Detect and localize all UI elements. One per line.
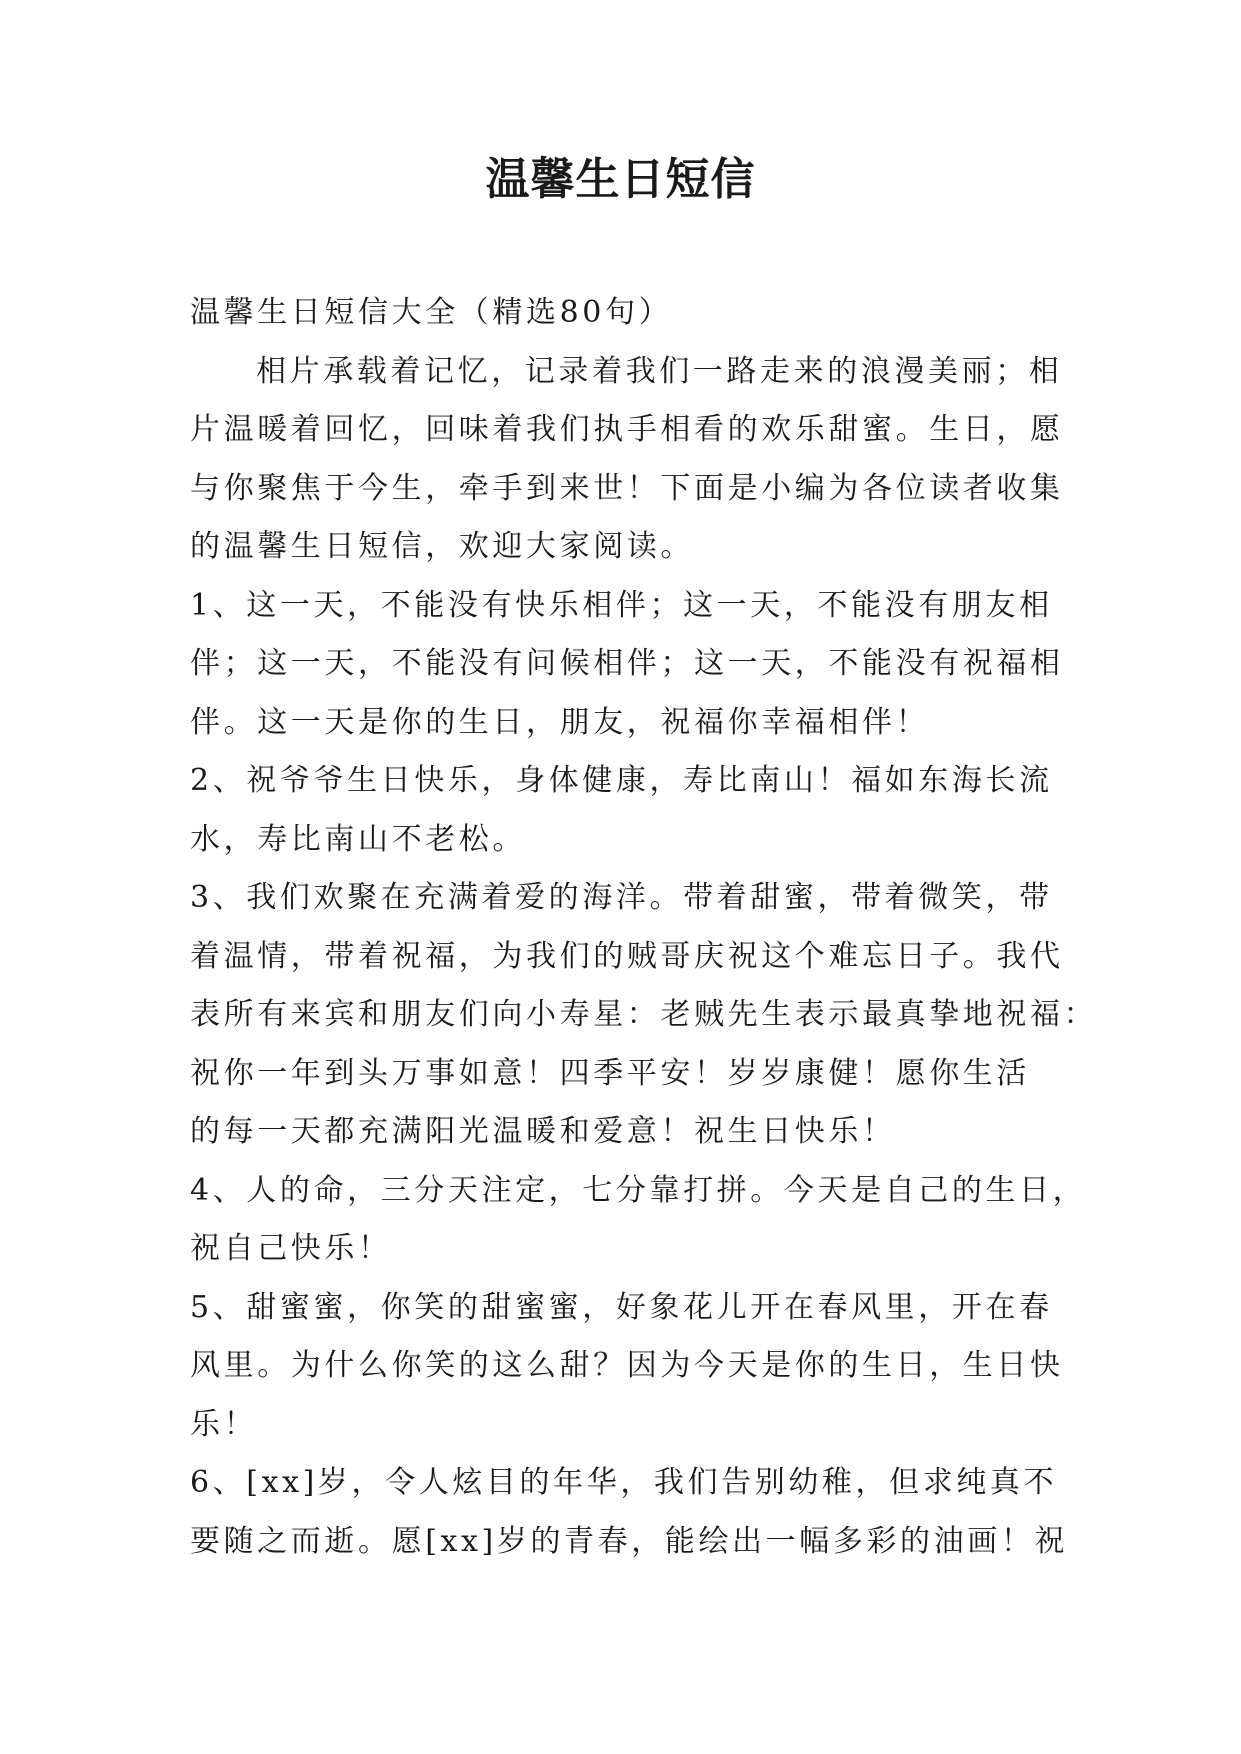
message-line: 乐！ (190, 1406, 258, 1442)
message-line: 祝你一年到头万事如意！四季平安！岁岁康健！愿你生活 (190, 1055, 1030, 1091)
intro-line: 与你聚焦于今生，牵手到来世！下面是小编为各位读者收集 (190, 470, 1064, 506)
subtitle-line: 温馨生日短信大全（精选80句） (190, 295, 673, 330)
intro-line: 的温馨生日短信，欢迎大家阅读。 (190, 529, 694, 564)
message-line: 2、祝爷爷生日快乐，身体健康，寿比南山！福如东海长流 (190, 763, 1053, 798)
message-line: 5、甜蜜蜜，你笑的甜蜜蜜，好象花儿开在春风里，开在春 (190, 1289, 1053, 1325)
message-line: 3、我们欢聚在充满着爱的海洋。带着甜蜜，带着微笑，带 (190, 880, 1053, 915)
message-line: 着温情，带着祝福，为我们的贼哥庆祝这个难忘日子。我代 (190, 938, 1064, 974)
message-line: 风里。为什么你笑的这么甜？因为今天是你的生日，生日快 (190, 1348, 1064, 1383)
message-line: 4、人的命，三分天注定，七分靠打拼。今天是自己的生日， (190, 1172, 1087, 1208)
document-body (190, 284, 1098, 1571)
intro-line: 片温暖着回忆，回味着我们执手相看的欢乐甜蜜。生日，愿 (190, 412, 1064, 447)
message-line: 要随之而逝。愿[xx]岁的青春，能绘出一幅多彩的油画！祝 (190, 1523, 1069, 1559)
message-line: 祝自己快乐！ (190, 1231, 392, 1266)
message-line: 水，寿比南山不老松。 (190, 821, 526, 857)
message-line: 表所有来宾和朋友们向小寿星：老贼先生表示最真挚地祝福： (190, 997, 1098, 1032)
message-line: 1、这一天，不能没有快乐相伴；这一天，不能没有朋友相 (190, 587, 1053, 623)
message-line: 伴。这一天是你的生日，朋友，祝福你幸福相伴！ (190, 704, 930, 740)
intro-line: 相片承载着记忆，记录着我们一路走来的浪漫美丽；相 (256, 353, 1063, 389)
document-title: 温馨生日短信 (485, 154, 756, 205)
message-line: 6、[xx]岁，令人炫目的年华，我们告别幼稚，但求纯真不 (190, 1465, 1058, 1500)
message-line: 伴；这一天，不能没有问候相伴；这一天，不能没有祝福相 (190, 646, 1064, 681)
message-line: 的每一天都充满阳光温暖和爱意！祝生日快乐！ (190, 1114, 896, 1149)
